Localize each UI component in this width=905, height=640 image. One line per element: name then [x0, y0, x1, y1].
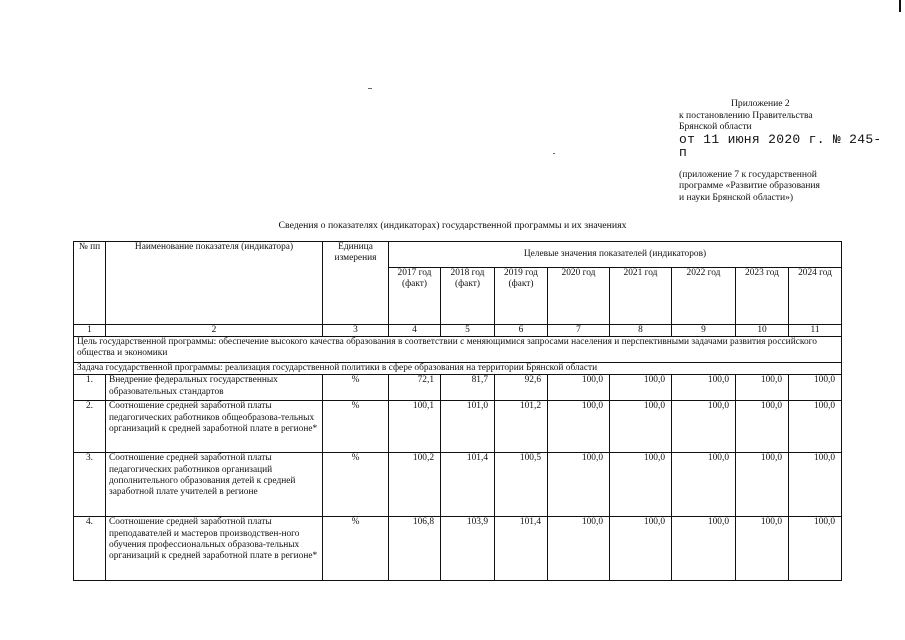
value-cell: 100,0 — [736, 375, 789, 401]
appendix-header — [679, 98, 889, 203]
appendix-note-1: (приложение 7 к государственной — [679, 168, 817, 180]
value-cell: 100,0 — [672, 375, 736, 401]
column-index: 8 — [610, 325, 672, 337]
year-header: 2019 год (факт) — [495, 268, 548, 325]
indicator-unit: % — [323, 453, 389, 517]
indicator-unit: % — [323, 375, 389, 401]
value-cell: 100,0 — [736, 453, 789, 517]
value-cell: 81,7 — [441, 375, 495, 401]
year-header: 2022 год — [672, 268, 736, 325]
column-index: 10 — [736, 325, 789, 337]
appendix-note-3: и науки Брянской области») — [679, 191, 794, 203]
column-index: 9 — [672, 325, 736, 337]
value-cell: 100,0 — [736, 517, 789, 581]
year-header: 2017 год (факт) — [389, 268, 441, 325]
column-index: 7 — [548, 325, 610, 337]
column-index: 2 — [106, 325, 323, 337]
appendix-decree: к постановлению Правительства — [679, 109, 813, 121]
column-index-row — [74, 325, 842, 337]
year-header: 2018 год (факт) — [441, 268, 495, 325]
column-index: 1 — [74, 325, 106, 337]
goal-row — [74, 337, 842, 363]
value-cell: 100,0 — [736, 401, 789, 453]
table-row — [74, 375, 842, 401]
value-cell: 100,0 — [610, 375, 672, 401]
header-num: № пп — [74, 242, 106, 325]
row-number: 4. — [74, 517, 106, 581]
value-cell: 106,8 — [389, 517, 441, 581]
program-task: Задача государственной программы: реализация государственной политики в сфере образования на территории Брянской области — [74, 363, 842, 375]
scan-speck — [553, 153, 555, 154]
indicator-name: Соотношение средней заработной платы преподавателей и мастеров производствен-ного обучения профессиональных образова-тельных организаций к средней заработной плате в регионе* — [106, 517, 323, 581]
value-cell: 100,0 — [548, 453, 610, 517]
indicator-name: Внедрение федеральных государственных образовательных стандартов — [106, 375, 323, 401]
value-cell: 100,2 — [389, 453, 441, 517]
value-cell: 100,0 — [672, 401, 736, 453]
scan-speck — [368, 88, 372, 89]
row-number: 3. — [74, 453, 106, 517]
appendix-date: от 11 июня 2020 г. № 245-п — [679, 131, 882, 160]
value-cell: 100,1 — [389, 401, 441, 453]
column-index: 3 — [323, 325, 389, 337]
column-index: 6 — [495, 325, 548, 337]
header-name: Наименование показателя (индикатора) — [106, 242, 323, 325]
scan-edge-mark — [899, 0, 901, 12]
year-header: 2021 год — [610, 268, 672, 325]
year-header: 2024 год — [789, 268, 842, 325]
value-cell: 101,4 — [495, 517, 548, 581]
value-cell: 72,1 — [389, 375, 441, 401]
appendix-region: Брянской области — [679, 121, 752, 132]
column-index: 4 — [389, 325, 441, 337]
program-goal: Цель государственной программы: обеспечение высокого качества образования в соответствии с меняющимися запросами населения и перспективными задачами развития российского общества и экономики — [74, 337, 842, 363]
table-row — [74, 401, 842, 453]
year-header: 2023 год — [736, 268, 789, 325]
appendix-note-2: программе «Развитие образования — [679, 180, 820, 191]
value-cell: 100,0 — [548, 517, 610, 581]
task-row — [74, 363, 842, 375]
table-row — [74, 453, 842, 517]
value-cell: 100,0 — [789, 401, 842, 453]
header-row — [74, 242, 842, 268]
value-cell: 101,0 — [441, 401, 495, 453]
value-cell: 100,5 — [495, 453, 548, 517]
value-cell: 103,9 — [441, 517, 495, 581]
value-cell: 100,0 — [789, 453, 842, 517]
value-cell: 100,0 — [672, 517, 736, 581]
indicator-name: Соотношение средней заработной платы педагогических работников общеобразова-тельных организаций к средней заработной плате в регионе* — [106, 401, 323, 453]
value-cell: 100,0 — [548, 375, 610, 401]
value-cell: 101,4 — [441, 453, 495, 517]
document-title: Сведения о показателях (индикаторах) государственной программы и их значениях — [278, 220, 627, 231]
value-cell: 101,2 — [495, 401, 548, 453]
value-cell: 100,0 — [672, 453, 736, 517]
column-index: 11 — [789, 325, 842, 337]
value-cell: 100,0 — [610, 517, 672, 581]
value-cell: 100,0 — [548, 401, 610, 453]
header-unit: Единица измерения — [323, 242, 389, 325]
value-cell: 92,6 — [495, 375, 548, 401]
year-header: 2020 год — [548, 268, 610, 325]
header-target: Целевые значения показателей (индикаторов) — [389, 242, 842, 268]
value-cell: 100,0 — [610, 453, 672, 517]
value-cell: 100,0 — [789, 375, 842, 401]
value-cell: 100,0 — [610, 401, 672, 453]
appendix-number: Приложение 2 — [731, 98, 790, 109]
value-cell: 100,0 — [789, 517, 842, 581]
row-number: 1. — [74, 375, 106, 401]
table-row — [74, 517, 842, 581]
indicators-table — [73, 241, 842, 581]
indicator-name: Соотношение средней заработной платы педагогических работников организаций дополнительного образования детей к средней заработной плате учителей в регионе — [106, 453, 323, 517]
indicator-unit: % — [323, 517, 389, 581]
column-index: 5 — [441, 325, 495, 337]
indicator-unit: % — [323, 401, 389, 453]
row-number: 2. — [74, 401, 106, 453]
